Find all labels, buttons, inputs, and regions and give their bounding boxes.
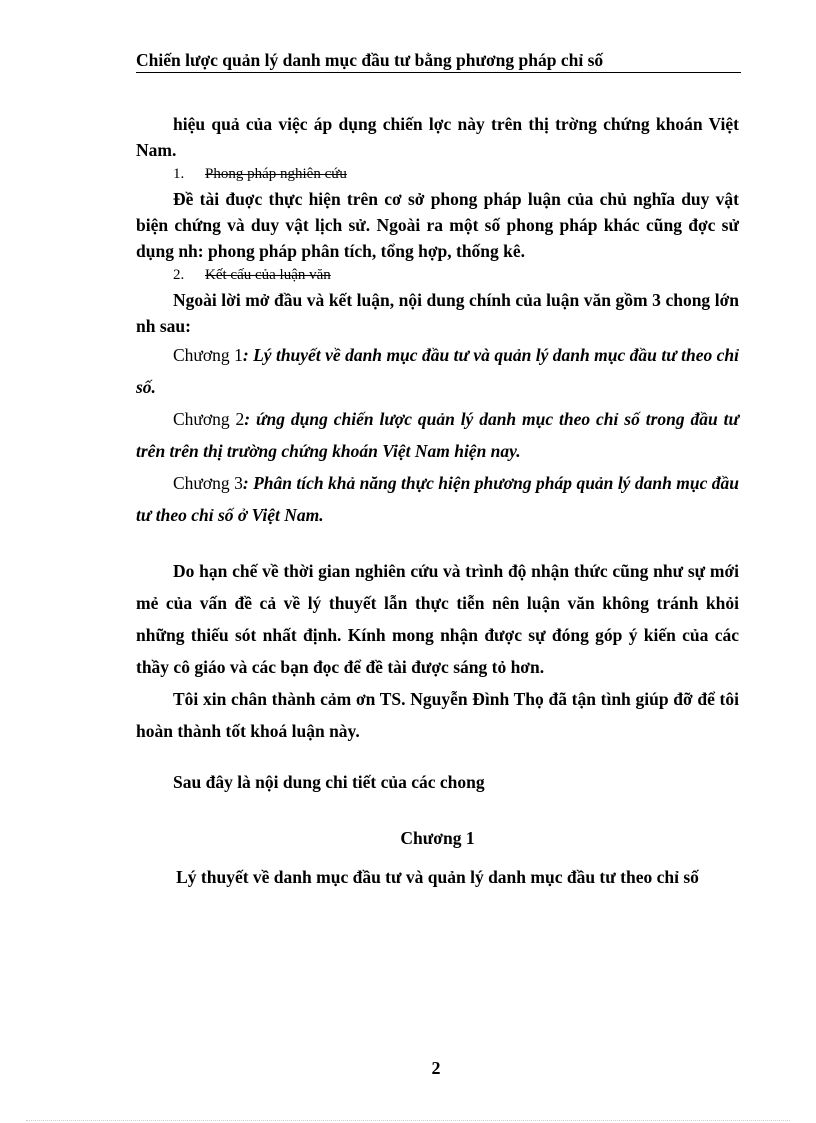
section-1-text: Đề tài đuợc thực hiện trên cơ sở phong pháp luận của chủ nghĩa duy vật biện chứng và duy vật lịch sử. Ngoài ra một số phong pháp khác cũng đợc sử dụng nh: phong pháp phân tích, tổng hợp, thống kê. xyxy=(136,189,739,261)
chapter-3-label: Chương 3 xyxy=(173,473,243,493)
page-bottom-divider xyxy=(26,1120,790,1121)
chapter-2-desc: : ứng dụng chiến lược quản lý danh mục theo chỉ số trong đầu tư trên trên thị trường chứng khoán Việt Nam hiện nay. xyxy=(136,409,739,461)
section-2-heading xyxy=(136,264,739,287)
section-2-number: 2. xyxy=(173,267,185,283)
chapter-summary-2 xyxy=(136,403,739,467)
chapter-1-label: Chương 1 xyxy=(173,345,243,365)
chapter-2-label: Chương 2 xyxy=(173,409,245,429)
intro-paragraph: hiệu quả của việc áp dụng chiến lợc này trên thị trờng chứng khoán Việt Nam. xyxy=(136,114,739,160)
limitation-paragraph: Do hạn chế về thời gian nghiên cứu và trình độ nhận thức cũng như sự mới mẻ của vấn đề cả về lý thuyết lẫn thực tiễn nên luận văn không tránh khỏi những thiếu sót nhất định. Kính mong nhận được sự đóng góp ý kiến của các thầy cô giáo và các bạn đọc để đề tài được sáng tỏ hơn. xyxy=(136,561,739,677)
section-1-number: 1. xyxy=(173,166,185,182)
section-1-heading xyxy=(136,163,739,186)
section-2-text: Ngoài lời mở đầu và kết luận, nội dung chính của luận văn gồm 3 chong lớn nh sau: xyxy=(136,290,739,336)
section-1-title: Phong pháp nghiên cứu xyxy=(205,166,347,182)
thanks-paragraph: Tôi xin chân thành cảm ơn TS. Nguyễn Đình Thọ đã tận tình giúp đỡ để tôi hoàn thành tốt khoá luận này. xyxy=(136,689,739,741)
chapter-1-desc: : Lý thuyết về danh mục đầu tư và quản lý danh mục đầu tư theo chỉ số. xyxy=(136,345,739,397)
page-body xyxy=(136,111,739,889)
chapter-3-desc: : Phân tích khả năng thực hiện phương pháp quản lý danh mục đầu tư theo chỉ số ở Việt Nam. xyxy=(136,473,739,525)
transition-line: Sau đây là nội dung chi tiết của các chong xyxy=(173,772,485,792)
chapter-heading: Chương 1 xyxy=(400,828,475,848)
chapter-title: Lý thuyết về danh mục đầu tư và quản lý danh mục đầu tư theo chỉ số xyxy=(176,867,699,887)
running-header: Chiến lược quản lý danh mục đầu tư bằng phương pháp chỉ số xyxy=(136,48,741,73)
page-number: 2 xyxy=(431,1058,441,1078)
chapter-summary-1 xyxy=(136,339,739,403)
chapter-summary-3 xyxy=(136,467,739,531)
section-2-title: Kết cấu của luận văn xyxy=(205,267,331,283)
